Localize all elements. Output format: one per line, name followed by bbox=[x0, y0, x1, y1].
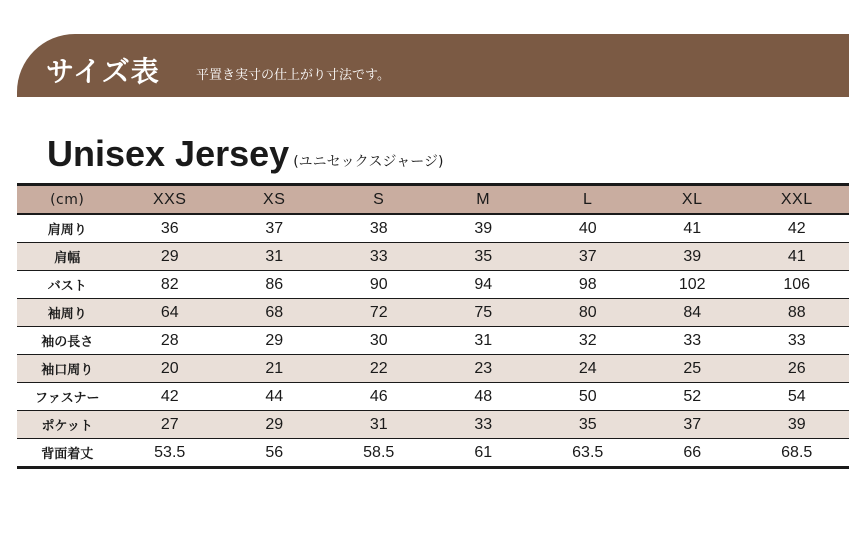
size-header: L bbox=[535, 185, 640, 215]
measurement-value: 36 bbox=[117, 214, 222, 243]
measurement-value: 35 bbox=[431, 243, 536, 271]
measurement-value: 94 bbox=[431, 271, 536, 299]
measurement-value: 33 bbox=[744, 327, 849, 355]
measurement-value: 39 bbox=[744, 411, 849, 439]
measurement-value: 37 bbox=[535, 243, 640, 271]
table-row bbox=[17, 299, 849, 327]
measurement-value: 24 bbox=[535, 355, 640, 383]
measurement-value: 32 bbox=[535, 327, 640, 355]
measurement-value: 48 bbox=[431, 383, 536, 411]
measurement-value: 86 bbox=[222, 271, 327, 299]
measurement-value: 98 bbox=[535, 271, 640, 299]
measurement-label: 袖の長さ bbox=[17, 327, 117, 355]
measurement-value: 72 bbox=[326, 299, 431, 327]
unit-label: (cm) bbox=[17, 185, 117, 215]
measurement-value: 52 bbox=[640, 383, 745, 411]
size-header: XS bbox=[222, 185, 327, 215]
measurement-value: 39 bbox=[640, 243, 745, 271]
size-header: XXS bbox=[117, 185, 222, 215]
measurement-label: 背面着丈 bbox=[17, 439, 117, 468]
measurement-label: 肩周り bbox=[17, 214, 117, 243]
table-row bbox=[17, 355, 849, 383]
measurement-value: 44 bbox=[222, 383, 327, 411]
measurement-label: 肩幅 bbox=[17, 243, 117, 271]
measurement-value: 68 bbox=[222, 299, 327, 327]
measurement-value: 42 bbox=[744, 214, 849, 243]
measurement-value: 21 bbox=[222, 355, 327, 383]
size-header: S bbox=[326, 185, 431, 215]
measurement-value: 80 bbox=[535, 299, 640, 327]
measurement-value: 66 bbox=[640, 439, 745, 468]
measurement-label: 袖口周り bbox=[17, 355, 117, 383]
measurement-value: 42 bbox=[117, 383, 222, 411]
table-row bbox=[17, 439, 849, 468]
measurement-value: 35 bbox=[535, 411, 640, 439]
measurement-value: 75 bbox=[431, 299, 536, 327]
size-table bbox=[17, 183, 849, 469]
measurement-label: ポケット bbox=[17, 411, 117, 439]
model-name: Unisex Jersey bbox=[47, 133, 290, 174]
measurement-value: 61 bbox=[431, 439, 536, 468]
table-row bbox=[17, 214, 849, 243]
table-row bbox=[17, 383, 849, 411]
measurement-value: 33 bbox=[431, 411, 536, 439]
banner-title: サイズ表 bbox=[46, 55, 160, 88]
measurement-value: 22 bbox=[326, 355, 431, 383]
table-row bbox=[17, 243, 849, 271]
measurement-value: 25 bbox=[640, 355, 745, 383]
size-header-row bbox=[17, 185, 849, 215]
size-header: XXL bbox=[744, 185, 849, 215]
measurement-value: 27 bbox=[117, 411, 222, 439]
table-row bbox=[17, 411, 849, 439]
measurement-value: 28 bbox=[117, 327, 222, 355]
measurement-value: 31 bbox=[431, 327, 536, 355]
measurement-value: 29 bbox=[117, 243, 222, 271]
measurement-value: 37 bbox=[640, 411, 745, 439]
measurement-value: 26 bbox=[744, 355, 849, 383]
table-row bbox=[17, 271, 849, 299]
measurement-value: 82 bbox=[117, 271, 222, 299]
measurement-value: 84 bbox=[640, 299, 745, 327]
measurement-value: 106 bbox=[744, 271, 849, 299]
measurement-value: 39 bbox=[431, 214, 536, 243]
measurement-value: 46 bbox=[326, 383, 431, 411]
measurement-value: 41 bbox=[640, 214, 745, 243]
measurement-value: 64 bbox=[117, 299, 222, 327]
measurement-value: 88 bbox=[744, 299, 849, 327]
measurement-value: 31 bbox=[326, 411, 431, 439]
measurement-value: 58.5 bbox=[326, 439, 431, 468]
measurement-label: 袖周り bbox=[17, 299, 117, 327]
measurement-value: 63.5 bbox=[535, 439, 640, 468]
model-subtitle: (ユニセックスジャージ) bbox=[293, 154, 444, 170]
model-heading bbox=[47, 133, 443, 175]
measurement-value: 29 bbox=[222, 327, 327, 355]
table-row bbox=[17, 327, 849, 355]
measurement-value: 20 bbox=[117, 355, 222, 383]
measurement-value: 56 bbox=[222, 439, 327, 468]
measurement-label: ファスナー bbox=[17, 383, 117, 411]
measurement-value: 50 bbox=[535, 383, 640, 411]
measurement-value: 41 bbox=[744, 243, 849, 271]
measurement-value: 23 bbox=[431, 355, 536, 383]
size-header: M bbox=[431, 185, 536, 215]
measurement-value: 37 bbox=[222, 214, 327, 243]
measurement-value: 33 bbox=[640, 327, 745, 355]
measurement-value: 102 bbox=[640, 271, 745, 299]
measurement-value: 54 bbox=[744, 383, 849, 411]
measurement-label: バスト bbox=[17, 271, 117, 299]
measurement-value: 29 bbox=[222, 411, 327, 439]
banner-subtitle: 平置き実寸の仕上がり寸法です。 bbox=[196, 68, 390, 83]
measurement-value: 90 bbox=[326, 271, 431, 299]
measurement-value: 68.5 bbox=[744, 439, 849, 468]
measurement-value: 33 bbox=[326, 243, 431, 271]
measurement-value: 53.5 bbox=[117, 439, 222, 468]
measurement-value: 31 bbox=[222, 243, 327, 271]
measurement-value: 40 bbox=[535, 214, 640, 243]
measurement-value: 30 bbox=[326, 327, 431, 355]
measurement-value: 38 bbox=[326, 214, 431, 243]
size-header: XL bbox=[640, 185, 745, 215]
